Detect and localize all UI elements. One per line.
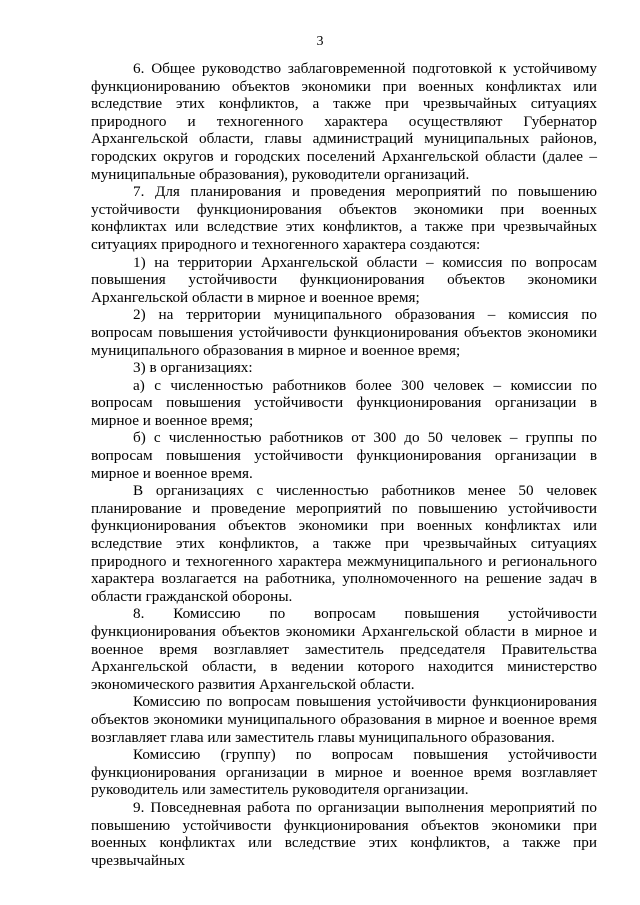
paragraph-7-item-1: 1) на территории Архангельской области – комиссия по вопросам повышения устойчивости функционирования объектов экономики Архангельской области в мирное и военное время; <box>91 253 597 306</box>
document-body <box>91 60 597 869</box>
paragraph-8-organization: Комиссию (группу) по вопросам повышения устойчивости функционирования организации в мирное и военное время возглавляет руководитель или заместитель руководителя организации. <box>91 746 597 799</box>
paragraph-7-small-orgs: В организациях с численностью работников менее 50 человек планирование и проведение мероприятий по повышению устойчивости функционирования объектов экономики при военных конфликтах или вследствие этих конфликтов, а также при чрезвычайных ситуациях природного и техногенного характера межмуниципального и регионального характера возлагается на работника, уполномоченного на решение задач в области гражданской обороны. <box>91 482 597 605</box>
page-number: 3 <box>316 34 324 49</box>
paragraph-7-item-2: 2) на территории муниципального образования – комиссия по вопросам повышения устойчивости функционирования объектов экономики муниципального образования в мирное и военное время; <box>91 306 597 359</box>
paragraph-8: 8. Комиссию по вопросам повышения устойчивости функционирования объектов экономики Архангельской области в мирное и военное время возглавляет заместитель председателя Правительства Архангельской области, в ведении которого находится министерство экономического развития Архангельской области. <box>91 605 597 693</box>
paragraph-9: 9. Повседневная работа по организации выполнения мероприятий по повышению устойчивости функционирования объектов экономики при военных конфликтах или вследствие этих конфликтов, а также при чрезвычайных <box>91 798 597 869</box>
paragraph-7-item-3a: а) с численностью работников более 300 человек – комиссии по вопросам повышения устойчивости функционирования организации в мирное и военное время; <box>91 376 597 429</box>
paragraph-6: 6. Общее руководство заблаговременной подготовкой к устойчивому функционированию объектов экономики при военных конфликтах или вследствие этих конфликтов, а также при чрезвычайных ситуациях природного и техногенного характера осуществляют Губернатор Архангельской области, главы администраций муниципальных районов, городских округов и городских поселений Архангельской области (далее – муниципальные образования), руководители организаций. <box>91 60 597 183</box>
paragraph-8-municipal: Комиссию по вопросам повышения устойчивости функционирования объектов экономики муниципального образования в мирное и военное время возглавляет глава или заместитель главы муниципального образования. <box>91 693 597 746</box>
paragraph-7: 7. Для планирования и проведения мероприятий по повышению устойчивости функционирования объектов экономики при военных конфликтах или вследствие этих конфликтов, а также при чрезвычайных ситуациях природного и техногенного характера создаются: <box>91 183 597 253</box>
paragraph-7-item-3b: б) с численностью работников от 300 до 50 человек – группы по вопросам повышения устойчивости функционирования организации в мирное и военное время. <box>91 429 597 482</box>
paragraph-7-item-3: 3) в организациях: <box>133 359 253 377</box>
